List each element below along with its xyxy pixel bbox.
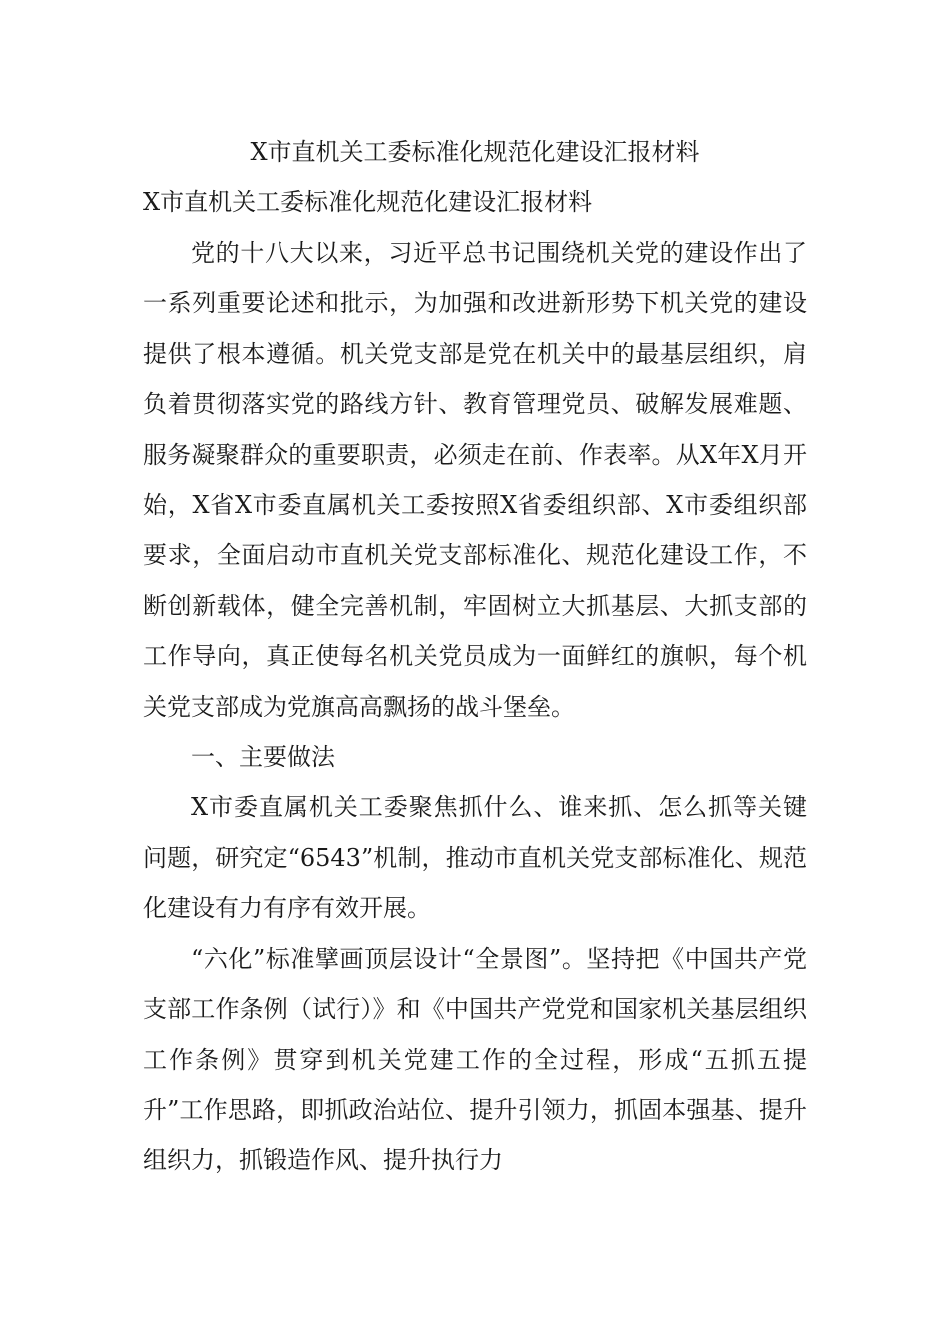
document-subtitle: X市直机关工委标准化规范化建设汇报材料 xyxy=(143,188,593,216)
intro-paragraph: 党的十八大以来，习近平总书记围绕机关党的建设作出了一系列重要论述和批示，为加强和改进新形势下机关党的建设提供了根本遵循。机关党支部是党在机关中的最基层组织，肩负着贯彻落实党的路线方针、教育管理党员、破解发展难题、服务凝聚群众的重要职责，必须走在前、作表率。从X年X月开始，X省X市委直属机关工委按照X省委组织部、X市委组织部要求，全面启动市直机关党支部标准化、规范化建设工作，不断创新载体，健全完善机制，牢固树立大抓基层、大抓支部的工作导向，真正使每名机关党员成为一面鲜红的旗帜，每个机关党支部成为党旗高高飘扬的战斗堡垒。 xyxy=(143,239,807,721)
document-title: X市直机关工委标准化规范化建设汇报材料 xyxy=(250,138,700,166)
section-paragraph-1: X市委直属机关工委聚焦抓什么、谁来抓、怎么抓等关键问题，研究定“6543”机制，推动市直机关党支部标准化、规范化建设有力有序有效开展。 xyxy=(143,793,807,923)
document-body xyxy=(143,128,807,1186)
section-heading: 一、主要做法 xyxy=(191,743,335,772)
section-paragraph-2: “六化”标准擘画顶层设计“全景图”。坚持把《中国共产党支部工作条例（试行）》和《中国共产党党和国家机关基层组织工作条例》贯穿到机关党建工作的全过程，形成“五抓五提升”工作思路，即抓政治站位、提升引领力，抓固本强基、提升组织力，抓锻造作风、提升执行力 xyxy=(143,944,807,1175)
